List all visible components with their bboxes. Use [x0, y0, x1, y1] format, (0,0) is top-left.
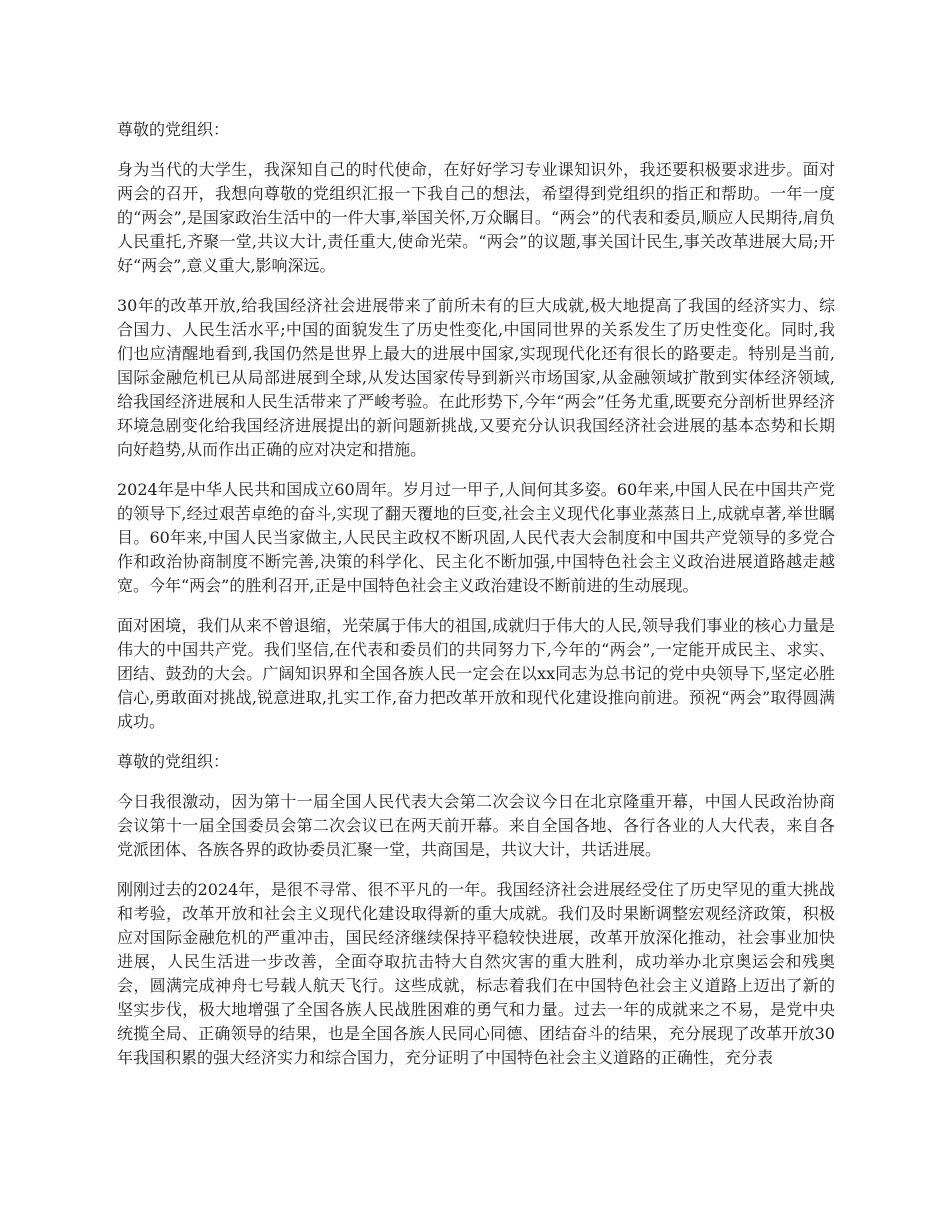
salutation: 尊敬的党组织： [117, 120, 230, 139]
paragraph: 身为当代的大学生，我深知自己的时代使命，在好好学习专业课知识外，我还要积极要求进步。面对两会的召开，我想向尊敬的党组织汇报一下我自己的想法，希望得到党组织的指正和帮助。一年一度的“两会”,是国家政治生活中的一件大事,举国关怀,万众瞩目。“两会”的代表和委员,顺应人民期待,肩负人民重托,齐聚一堂,共议大计,责任重大,使命光荣。“两会”的议题,事关国计民生,事关改革进展大局;开好“两会”,意义重大,影响深远。 [117, 160, 835, 275]
paragraph: 30年的改革开放,给我国经济社会进展带来了前所未有的巨大成就,极大地提高了我国的经济实力、综合国力、人民生活水平;中国的面貌发生了历史性变化,中国同世界的关系发生了历史性变化。同时,我们也应清醒地看到,我国仍然是世界上最大的进展中国家,实现现代化还有很长的路要走。特别是当前,国际金融危机已从局部进展到全球,从发达国家传导到新兴市场国家,从金融领域扩散到实体经济领域,给我国经济进展和人民生活带来了严峻考验。在此形势下,今年“两会”任务尤重,既要充分剖析世界经济环境急剧变化给我国经济进展提出的新问题新挑战,又要充分认识我国经济社会进展的基本态势和长期向好趋势,从而作出正确的应对决定和措施。 [117, 296, 835, 459]
salutation: 尊敬的党组织： [117, 752, 230, 771]
paragraph: 今日我很激动，因为第十一届全国人民代表大会第二次会议今日在北京隆重开幕，中国人民政治协商会议第十一届全国委员会第二次会议已在两天前开幕。来自全国各地、各行各业的人大代表，来自各党派团体、各族各界的政协委员汇聚一堂，共商国是，共议大计，共话进展。 [117, 792, 835, 859]
paragraph: 刚刚过去的2024年，是很不寻常、很不平凡的一年。我国经济社会进展经受住了历史罕见的重大挑战和考验，改革开放和社会主义现代化建设取得新的重大成就。我们及时果断调整宏观经济政策，积极应对国际金融危机的严重冲击，国民经济继续保持平稳较快进展，改革开放深化推动，社会事业加快进展，人民生活进一步改善，全面夺取抗击特大自然灾害的重大胜利，成功举办北京奥运会和残奥会，圆满完成神舟七号载人航天飞行。这些成就，标志着我们在中国特色社会主义道路上迈出了新的坚实步伐，极大地增强了全国各族人民战胜困难的勇气和力量。过去一年的成就来之不易，是党中央统揽全局、正确领导的结果，也是全国各族人民同心同德、团结奋斗的结果，充分展现了改革开放30年我国积累的强大经济实力和综合国力，充分证明了中国特色社会主义道路的正确性，充分表 [117, 880, 835, 1067]
paragraph: 面对困境，我们从来不曾退缩，光荣属于伟大的祖国,成就归于伟大的人民,领导我们事业的核心力量是伟大的中国共产党。我们坚信,在代表和委员们的共同努力下,今年的“两会”,一定能开成民主、求实、团结、鼓劲的大会。广阔知识界和全国各族人民一定会在以xx同志为总书记的党中央领导下,坚定必胜信心,勇敢面对挑战,锐意进取,扎实工作,奋力把改革开放和现代化建设推向前进。预祝“两会”取得圆满成功。 [117, 616, 835, 731]
paragraph: 2024年是中华人民共和国成立60周年。岁月过一甲子,人间何其多姿。60年来,中国人民在中国共产党的领导下,经过艰苦卓绝的奋斗,实现了翻天覆地的巨变,社会主义现代化事业蒸蒸日上,成就卓著,举世瞩目。60年来,中国人民当家做主,人民民主政权不断巩固,人民代表大会制度和中国共产党领导的多党合作和政治协商制度不断完善,决策的科学化、民主化不断加强,中国特色社会主义政治进展道路越走越宽。今年“两会”的胜利召开,正是中国特色社会主义政治建设不断前进的生动展现。 [117, 480, 835, 595]
document-body [117, 118, 835, 1086]
